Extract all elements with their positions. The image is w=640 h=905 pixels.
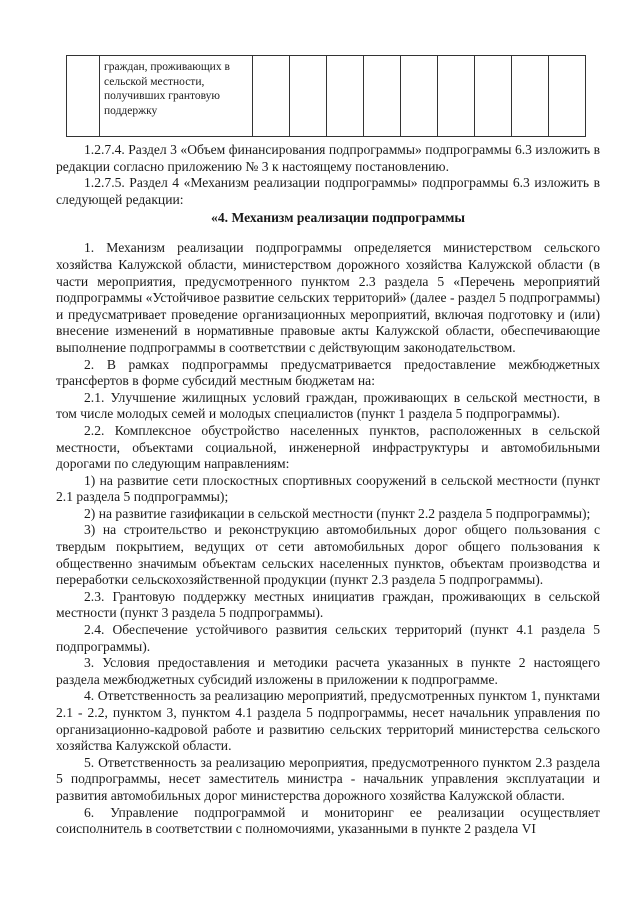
paragraph: 2. В рамках подпрограммы предусматривается предоставление межбюджетных трансфертов в форме субсидий местным бюджетам на:	[56, 356, 600, 389]
paragraph: 2.4. Обеспечение устойчивого развития сельских территорий (пункт 4.1 раздела 5 подпрограммы).	[56, 622, 600, 654]
paragraph: 2.1. Улучшение жилищных условий граждан, проживающих в сельской местности, в том числе молодых семей и молодых специалистов (пункт 1 раздела 5 подпрограммы).	[56, 389, 600, 422]
table-cell	[253, 56, 290, 137]
table-cell	[512, 56, 549, 137]
paragraph: 5. Ответственность за реализацию мероприятия, предусмотренного пунктом 2.3 раздела 5 подпрограммы, несет заместитель министра - начальник управления эксплуатации и развития автомобильных дорог министерства дорожного хозяйства Калужской области.	[56, 754, 600, 803]
paragraph: 2.3. Грантовую поддержку местных инициатив граждан, проживающих в сельской местности (пункт 3 раздела 5 подпрограммы).	[56, 588, 600, 621]
section-heading: «4. Механизм реализации подпрограммы	[211, 210, 465, 226]
paragraph: 6. Управление подпрограммой и мониторинг ее реализации осуществляет соисполнитель в соответствии с полномочиями, указанными в пункте 2 раздела VI	[56, 804, 600, 837]
paragraph: 4. Ответственность за реализацию мероприятий, предусмотренных пунктом 1, пунктами 2.1 - 2.2, пунктом 3, пунктом 4.1 раздела 5 подпрограммы, несет начальник управления по организационно-кадровой работе и развитию сельских территорий министерства сельского хозяйства Калужской области.	[56, 688, 600, 754]
table-fragment	[66, 55, 586, 137]
paragraph: 1.2.7.4. Раздел 3 «Объем финансирования подпрограммы» подпрограммы 6.3 изложить в редакции согласно приложению № 3 к настоящему постановлению.	[56, 142, 600, 174]
table-cell-text	[100, 56, 253, 137]
table-cell	[549, 56, 586, 137]
table-cell	[327, 56, 364, 137]
paragraph: 3) на строительство и реконструкцию автомобильных дорог общего пользования с твердым покрытием, ведущих от сети автомобильных дорог общего пользования к общественно значимым объектам сельских населенных пунктов, объектам производства и переработки сельскохозяйственной продукции (пункт 2.3 раздела 5 подпрограммы).	[56, 522, 600, 588]
paragraph: 2) на развитие газификации в сельской местности (пункт 2.2 раздела 5 подпрограммы);	[84, 505, 591, 521]
table-cell	[364, 56, 401, 137]
paragraph: 1. Механизм реализации подпрограммы определяется министерством сельского хозяйства Калужской области, министерством дорожного хозяйства Калужской области (в части мероприятия, предусмотренного пунктом 2.3 раздела 5 «Перечень мероприятий подпрограммы «Устойчивое развитие сельских территорий» (далее - раздел 5 подпрограммы) и предусматривает проведение организационных мероприятий, включая подготовку и (или) внесение изменений в нормативные правовые акты Калужской области, обеспечивающие выполнение подпрограммы в соответствии с действующим законодательством.	[56, 240, 600, 355]
table-cell	[290, 56, 327, 137]
paragraph: 1) на развитие сети плоскостных спортивных сооружений в сельской местности (пункт 2.1 раздела 5 подпрограммы);	[56, 472, 600, 505]
table-cell	[438, 56, 475, 137]
table-row	[67, 56, 586, 137]
paragraph: 2.2. Комплексное обустройство населенных пунктов, расположенных в сельской местности, объектами социальной, инженерной инфраструктуры и автомобильными дорогами по следующим направлениям:	[56, 422, 600, 472]
document-body	[56, 142, 600, 838]
cell-text: граждан, проживающих в сельской местности, получивших грантовую поддержку	[104, 61, 230, 117]
paragraph: 3. Условия предоставления и методики расчета указанных в пункте 2 настоящего раздела межбюджетных субсидий изложены в приложении к подпрограмме.	[56, 655, 600, 687]
paragraph: 1.2.7.5. Раздел 4 «Механизм реализации подпрограммы» подпрограммы 6.3 изложить в следующей редакции:	[56, 175, 600, 207]
table-cell	[67, 56, 100, 137]
table-cell	[401, 56, 438, 137]
table-cell	[475, 56, 512, 137]
